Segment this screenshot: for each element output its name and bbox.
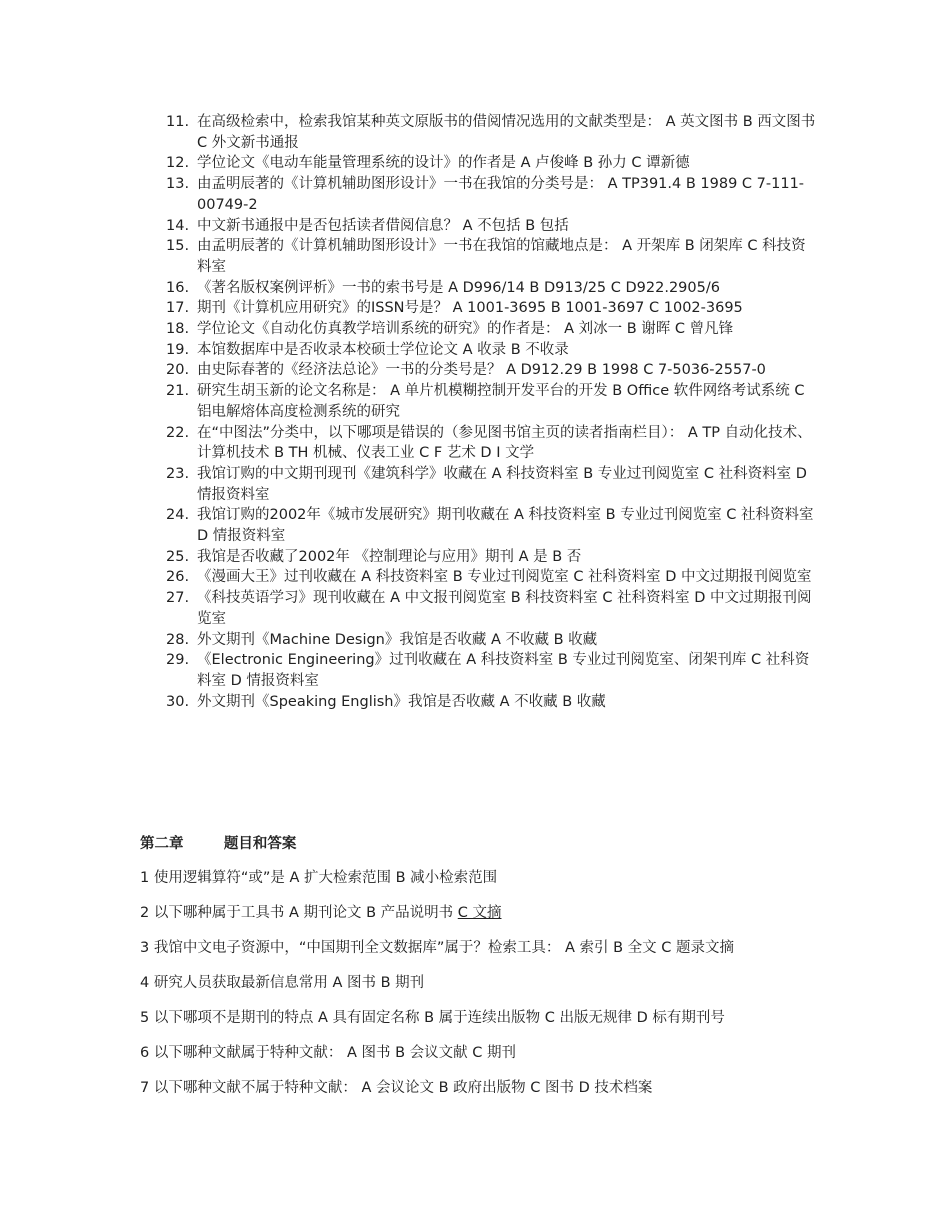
answer-paragraph: 4 研究人员获取最新信息常用 A 图书 B 期刊	[140, 975, 425, 991]
question-text: 外文期刊《Machine Design》我馆是否收藏 A 不收藏 B 收藏	[197, 631, 598, 648]
answer-paragraph	[140, 903, 812, 924]
question-text: 中文新书通报中是否包括读者借阅信息？ A 不包括 B 包括	[197, 217, 569, 234]
question-text: 由史际春著的《经济法总论》一书的分类号是？ A D912.29 B 1998 C 7-5036-2557-0	[197, 362, 766, 379]
question-number: 23.	[166, 465, 190, 482]
answer-text: 2 以下哪种属于工具书 A 期刊论文 B 产品说明书	[140, 905, 458, 921]
list-item	[166, 630, 816, 651]
question-text: 我馆是否收藏了2002年 《控制理论与应用》期刊 A 是 B 否	[197, 548, 582, 565]
list-item	[166, 423, 816, 464]
answer-paragraph: 1 使用逻辑算符“或”是 A 扩大检索范围 B 减小检索范围	[140, 870, 498, 886]
question-number: 15.	[166, 238, 190, 255]
question-number: 26.	[166, 569, 190, 586]
underlined-answer: C 文摘	[457, 905, 502, 921]
question-number: 18.	[166, 321, 190, 338]
list-item	[166, 464, 816, 505]
question-number: 22.	[166, 424, 190, 441]
list-item	[166, 360, 816, 381]
question-text: 《Electronic Engineering》过刊收藏在 A 科技资料室 B 专业过刊阅览室、闭架刊库 C 社科资料室 D 情报资料室	[197, 652, 810, 689]
question-text: 在“中图法”分类中，以下哪项是错误的（参见图书馆主页的读者指南栏目）： A TP 自动化技术、计算机技术 B TH 机械、仪表工业 C F 艺术 D I 文学	[197, 424, 812, 462]
list-item	[166, 298, 816, 319]
section-heading: 第二章 题目和答案	[140, 836, 297, 852]
question-number: 11.	[166, 114, 190, 130]
answer-paragraph: 5 以下哪项不是期刊的特点 A 具有固定名称 B 属于连续出版物 C 出版无规律 D 标有期刊号	[140, 1010, 725, 1026]
answer-paragraph: 3 我馆中文电子资源中，“中国期刊全文数据库”属于？检索工具： A 索引 B 全文 C 题录文摘	[140, 940, 735, 956]
list-item	[166, 319, 816, 340]
question-text: 《科技英语学习》现刊收藏在 A 中文报刊阅览室 B 科技资料室 C 社科资料室 D 中文过期报刊阅览室	[197, 590, 812, 627]
question-list	[166, 112, 816, 712]
question-number: 17.	[166, 300, 190, 317]
question-text: 研究生胡玉新的论文名称是： A 单片机模糊控制开发平台的开发 B Office 软件网络考试系统 C 铝电解熔体高度检测系统的研究	[197, 383, 805, 420]
question-number: 30.	[166, 693, 190, 710]
list-item	[166, 153, 816, 174]
question-text: 我馆订购的中文期刊现刊《建筑科学》收藏在 A 科技资料室 B 专业过刊阅览室 C 社科资料室 D 情报资料室	[197, 465, 807, 503]
question-text: 我馆订购的2002年《城市发展研究》期刊收藏在 A 科技资料室 B 专业过刊阅览室 C 社科资料室 D 情报资料室	[197, 507, 814, 545]
list-item	[166, 505, 816, 546]
list-item	[166, 112, 816, 153]
question-text: 期刊《计算机应用研究》的ISSN号是？ A 1001-3695 B 1001-3697 C 1002-3695	[197, 300, 743, 317]
answer-paragraph: 7 以下哪种文献不属于特种文献： A 会议论文 B 政府出版物 C 图书 D 技术档案	[140, 1080, 653, 1096]
question-number: 13.	[166, 176, 190, 193]
question-number: 12.	[166, 155, 190, 172]
list-item	[166, 650, 816, 691]
list-item	[166, 567, 816, 588]
list-item	[166, 340, 816, 361]
list-item	[166, 692, 816, 713]
question-number: 16.	[166, 279, 190, 296]
list-item	[166, 236, 816, 277]
question-number: 19.	[166, 341, 190, 358]
list-item	[166, 381, 816, 422]
question-number: 24.	[166, 507, 190, 524]
question-text: 外文期刊《Speaking English》我馆是否收藏 A 不收藏 B 收藏	[197, 693, 606, 710]
question-number: 29.	[166, 652, 190, 669]
answer-paragraph: 6 以下哪种文献属于特种文献： A 图书 B 会议文献 C 期刊	[140, 1045, 516, 1061]
question-number: 28.	[166, 631, 190, 648]
list-item	[166, 588, 816, 629]
question-number: 21.	[166, 383, 190, 400]
answer-list	[140, 868, 812, 1113]
question-text: 由孟明辰著的《计算机辅助图形设计》一书在我馆的分类号是： A TP391.4 B 1989 C 7-111-00749-2	[197, 176, 805, 213]
question-text: 学位论文《电动车能量管理系统的设计》的作者是 A 卢俊峰 B 孙力 C 谭新德	[197, 155, 690, 172]
list-item	[166, 216, 816, 237]
question-text: 在高级检索中，检索我馆某种英文原版书的借阅情况选用的文献类型是： A 英文图书 B 西文图书 C 外文新书通报	[197, 114, 816, 151]
list-item	[166, 278, 816, 299]
question-number: 27.	[166, 590, 190, 607]
question-text: 学位论文《自动化仿真教学培训系统的研究》的作者是： A 刘冰一 B 谢晖 C 曾凡锋	[197, 321, 734, 338]
question-number: 20.	[166, 362, 190, 379]
question-number: 14.	[166, 217, 190, 234]
list-item	[166, 547, 816, 568]
question-text: 由孟明辰著的《计算机辅助图形设计》一书在我馆的馆藏地点是： A 开架库 B 闭架库 C 科技资料室	[197, 238, 806, 275]
question-number: 25.	[166, 548, 190, 565]
list-item	[166, 174, 816, 215]
question-text: 《著名版权案例评析》一书的索书号是 A D996/14 B D913/25 C D922.2905/6	[197, 279, 720, 296]
question-text: 《漫画大王》过刊收藏在 A 科技资料室 B 专业过刊阅览室 C 社科资料室 D 中文过期报刊阅览室	[197, 569, 812, 586]
question-text: 本馆数据库中是否收录本校硕士学位论文 A 收录 B 不收录	[197, 341, 569, 358]
